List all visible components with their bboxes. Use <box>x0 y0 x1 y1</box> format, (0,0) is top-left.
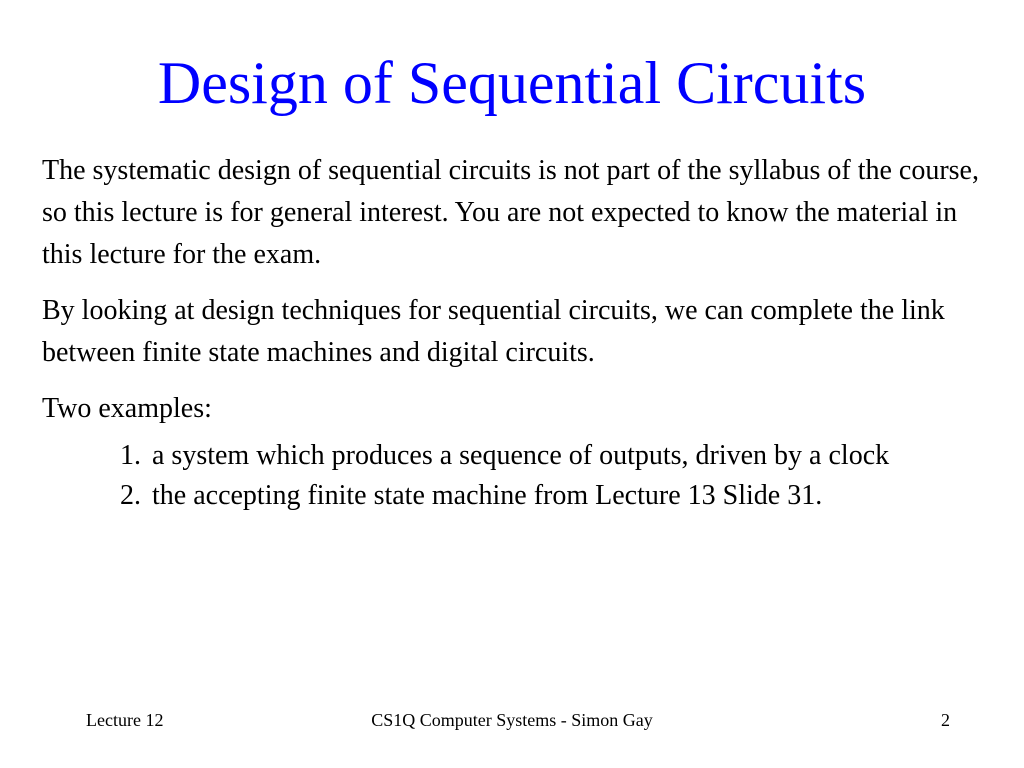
footer-course-title: CS1Q Computer Systems - Simon Gay <box>371 710 653 730</box>
list-item <box>120 436 920 476</box>
slide-title: Design of Sequential Circuits <box>157 50 867 116</box>
paragraph-design-techniques: By looking at design techniques for sequential circuits, we can complete the link between finite state machines and digital circuits. <box>42 295 945 368</box>
list-item-text: the accepting finite state machine from Lecture 13 Slide 31. <box>152 480 823 511</box>
list-item-number: 1. <box>120 440 141 471</box>
examples-list <box>120 436 1002 516</box>
footer-page-number: 2 <box>941 710 950 730</box>
slide-body <box>42 150 1002 516</box>
list-item-number: 2. <box>120 480 141 511</box>
footer-lecture-label: Lecture 12 <box>86 710 164 730</box>
list-item-text: a system which produces a sequence of outputs, driven by a clock <box>152 440 890 471</box>
paragraph-two-examples: Two examples: <box>42 393 212 424</box>
list-item <box>120 476 920 516</box>
paragraph-syllabus-note: The systematic design of sequential circuits is not part of the syllabus of the course, so this lecture is for general interest. You are not expected to know the material in this lecture for the exam. <box>42 155 979 270</box>
